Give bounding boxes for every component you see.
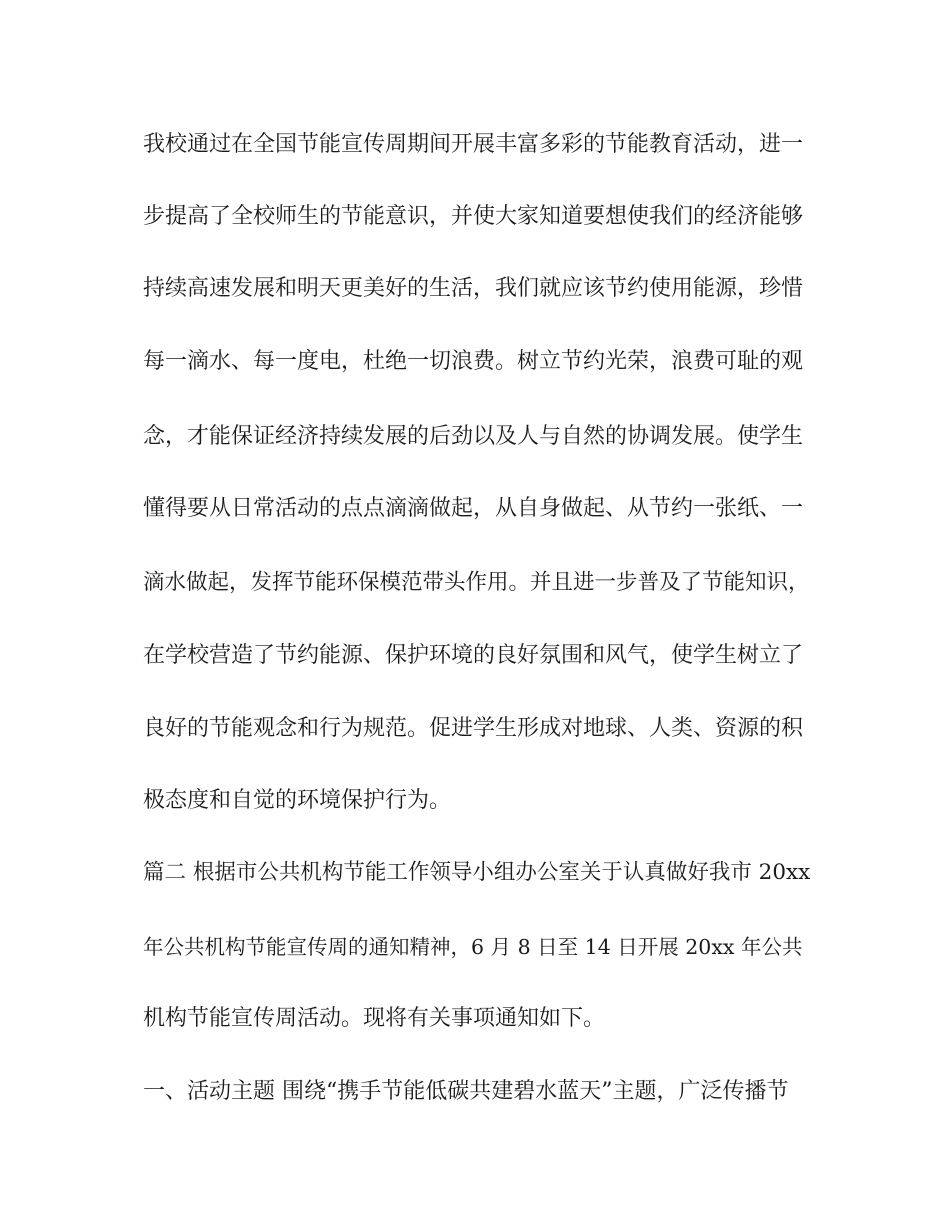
paragraph-line: 极态度和自觉的环境保护行为。 — [143, 788, 452, 813]
paragraph-line: 我校通过在全国节能宣传周期间开展丰富多彩的节能教育活动，进一 — [143, 132, 804, 157]
paragraph-line: 机构节能宣传周活动。现将有关事项通知如下。 — [143, 1006, 606, 1031]
paragraph-line: 念，才能保证经济持续发展的后劲以及人与自然的协调发展。使学生 — [143, 424, 804, 449]
paragraph-line: 年公共机构节能宣传周的通知精神，6 月 8 日至 14 日开展 20xx 年公共 — [143, 935, 803, 959]
paragraph-line: 步提高了全校师生的节能意识，并使大家知道要想使我们的经济能够 — [143, 204, 804, 229]
paragraph-line: 懂得要从日常活动的点点滴滴做起，从自身做起、从节约一张纸、一 — [143, 496, 804, 521]
paragraph-line: 在学校营造了节约能源、保护环境的良好氛围和风气，使学生树立了 — [143, 643, 804, 668]
section-heading-line: 一、活动主题 围绕“携手节能低碳共建碧水蓝天”主题，广泛传播节 — [143, 1079, 789, 1104]
paragraph-line: 持续高速发展和明天更美好的生活，我们就应该节约使用能源，珍惜 — [143, 276, 804, 301]
paragraph-line: 每一滴水、每一度电，杜绝一切浪费。树立节约光荣，浪费可耻的观 — [143, 349, 804, 374]
section-heading-line: 篇二 根据市公共机构节能工作领导小组办公室关于认真做好我市 20xx — [143, 860, 811, 885]
paragraph-line: 滴水做起，发挥节能环保模范带头作用。并且进一步普及了节能知识， — [143, 570, 810, 595]
paragraph-line: 良好的节能观念和行为规范。促进学生形成对地球、人类、资源的积 — [143, 716, 804, 741]
